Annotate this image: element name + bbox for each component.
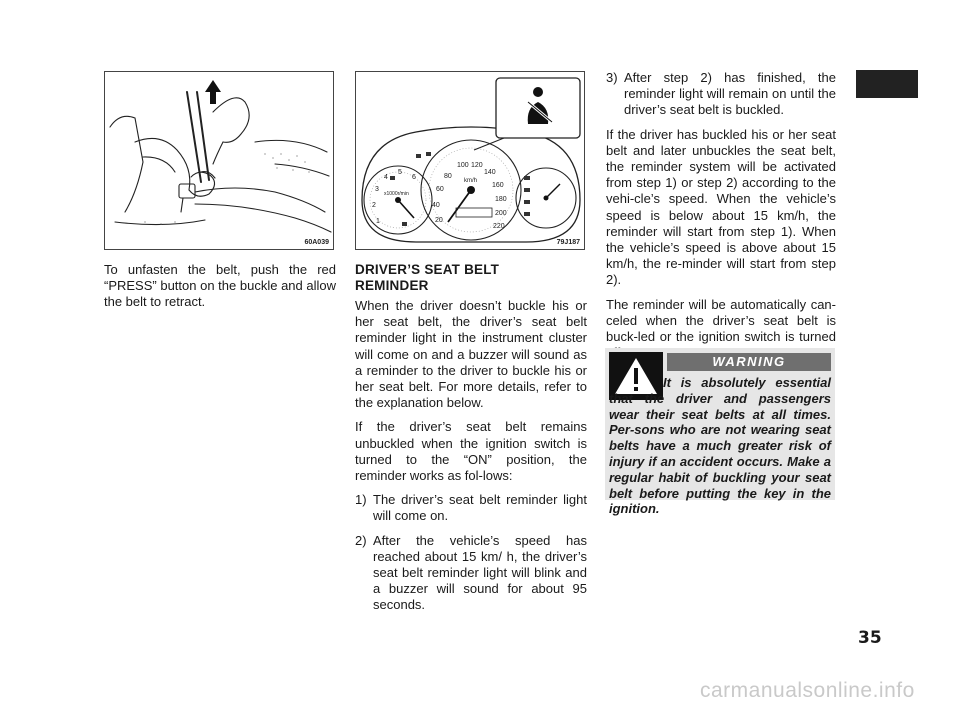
tach-tick-2: 2 xyxy=(372,202,376,209)
speed-tick-200: 200 xyxy=(495,210,507,217)
speed-tick-100: 100 xyxy=(457,162,469,169)
tach-tick-5: 5 xyxy=(398,169,402,176)
left-column xyxy=(104,262,336,319)
speed-tick-60: 60 xyxy=(436,186,444,193)
reminder-paragraph-1: When the driver doesn’t buckle his or her seat belt, the driver’s seat belt reminder light in the instrument cluster will come on and a buzzer will sound as a reminder to the driver to buckle his or her seat belt. For more details, refer to the explanation below. xyxy=(355,298,587,411)
right-column xyxy=(606,70,836,369)
speed-tick-80: 80 xyxy=(444,173,452,180)
arrow-up-icon xyxy=(205,80,221,104)
step-text: After step 2) has finished, the reminder light will remain on until the driver’s seat belt is buckled. xyxy=(624,70,836,118)
instrument-cluster-illustration xyxy=(356,72,585,250)
warning-box xyxy=(605,348,835,517)
section-heading xyxy=(355,262,587,294)
tach-tick-6: 6 xyxy=(412,174,416,181)
step-text: After the vehicle’s speed has reached about 15 km/ h, the driver’s seat belt reminder light will blink and a buzzer will sound for about 95 seconds. xyxy=(373,532,587,613)
reactivation-paragraph: If the driver has buckled his or her seat belt and later unbuckles the seat belt, the reminder system will be activated from step 1) or step 2) according to the vehi-cle’s speed. When the vehicle’s speed is below about 15 km/h, the reminder will start from step 1). When the vehicle’s speed is above about 15 km/h, the re-minder will start from step 2). xyxy=(606,126,836,288)
tach-label: x1000r/min xyxy=(384,191,409,197)
tach-tick-1: 1 xyxy=(376,218,380,225)
figure-seat-belt-unfasten xyxy=(104,71,334,250)
speed-tick-220: 220 xyxy=(493,223,505,230)
warning-text xyxy=(609,375,831,517)
figure-instrument-cluster xyxy=(355,71,585,250)
watermark: carmanualsonline.info xyxy=(700,679,915,702)
step-3 xyxy=(606,70,836,119)
figure-code: 79J187 xyxy=(556,239,580,246)
seat-belt-illustration xyxy=(105,72,334,250)
heading-line-1: DRIVER’S SEAT BELT xyxy=(355,262,500,277)
step-number: 2) xyxy=(355,532,367,548)
unfasten-paragraph: To unfasten the belt, push the red “PRESS” button on the buckle and allow the belt to retract. xyxy=(104,262,336,310)
figure-code: 60A039 xyxy=(304,239,329,246)
step-number: 3) xyxy=(606,70,618,85)
speed-tick-180: 180 xyxy=(495,196,507,203)
speed-tick-40: 40 xyxy=(432,202,440,209)
speed-tick-140: 140 xyxy=(484,169,496,176)
warning-title: WARNING xyxy=(667,353,831,371)
page-number: 35 xyxy=(858,628,882,648)
chapter-tab xyxy=(856,70,918,98)
speed-tick-160: 160 xyxy=(492,182,504,189)
warning-body: It is absolutely essential that the driver and passengers wear their seat belts at all times. Per-sons who are not wearing seat belts have a much greater risk of injury if an accident occurs. Make a regular habit of buckling your seat belt before putting the key in the ignition. xyxy=(609,375,831,517)
step-text: The driver’s seat belt reminder light will come on. xyxy=(373,492,587,524)
step-1 xyxy=(355,492,587,524)
speed-tick-120: 120 xyxy=(471,162,483,169)
tach-tick-4: 4 xyxy=(384,174,388,181)
step-number: 1) xyxy=(355,492,367,508)
reminder-paragraph-2: If the driver’s seat belt remains unbuckled when the ignition switch is turned to the “ON” position, the reminder works as fol-lows: xyxy=(355,419,587,484)
cancel-paragraph: The reminder will be automatically can-celed when the driver’s seat belt is buck-led or the ignition switch is turned xyxy=(606,296,836,345)
speed-unit: km/h xyxy=(464,178,478,184)
heading-line-2: REMINDER xyxy=(355,278,429,293)
speed-tick-20: 20 xyxy=(435,217,443,224)
middle-column xyxy=(355,262,587,622)
step-2 xyxy=(355,533,587,614)
tach-tick-3: 3 xyxy=(375,186,379,193)
